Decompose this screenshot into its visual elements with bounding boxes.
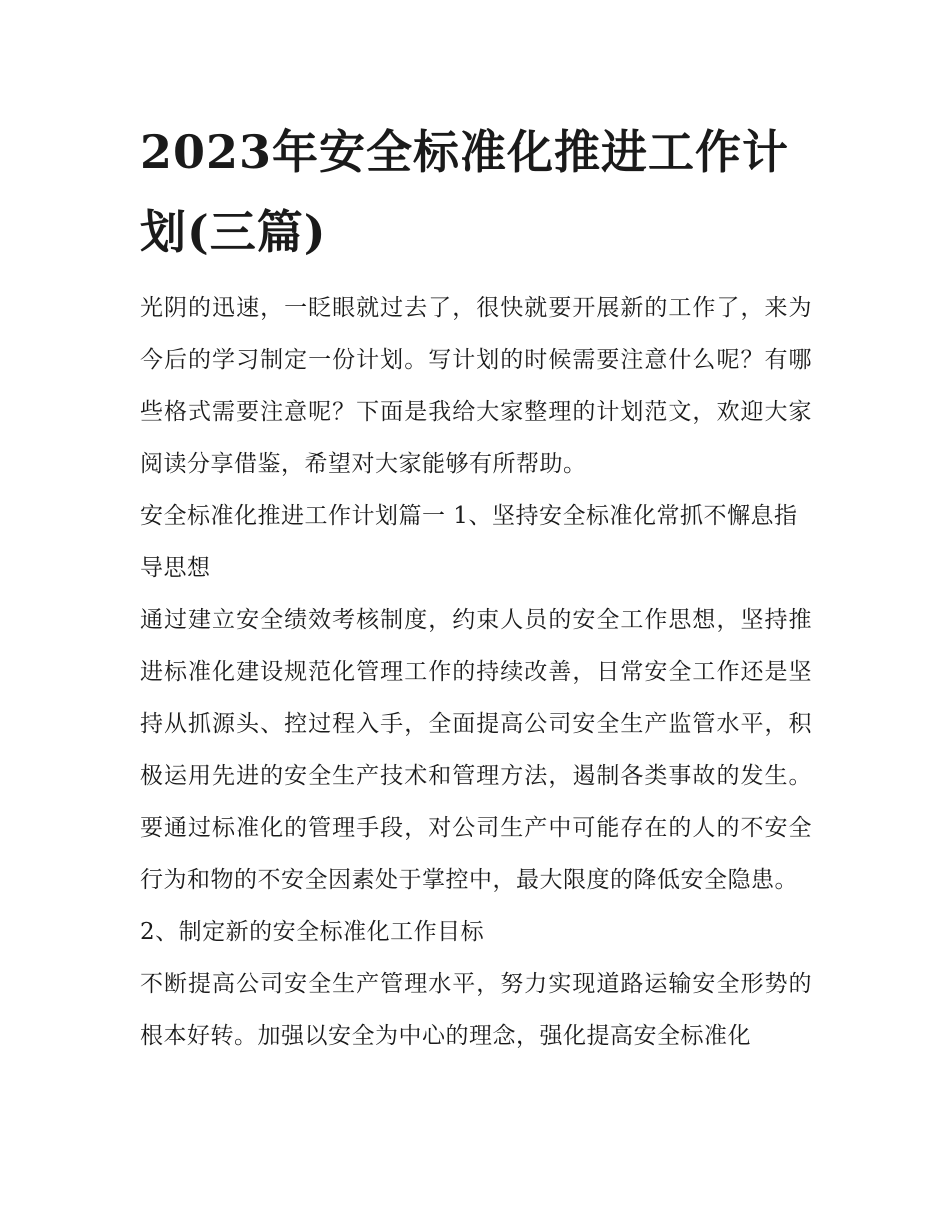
- section2-paragraph: 不断提高公司安全生产管理水平，努力实现道路运输安全形势的根本好转。加强以安全为中心的理念，强化提高安全标准化: [140, 971, 812, 1049]
- section2-heading: 2、制定新的安全标准化工作目标: [140, 919, 485, 945]
- intro-paragraph: 光阴的迅速，一眨眼就过去了，很快就要开展新的工作了，来为今后的学习制定一份计划。写计划的时候需要注意什么呢？有哪些格式需要注意呢？下面是我给大家整理的计划范文，欢迎大家阅读分享借鉴，希望对大家能够有所帮助。: [140, 295, 812, 477]
- document-title: 2023年安全标准化推进工作计划(三篇): [140, 125, 790, 259]
- document-page: [140, 112, 812, 1062]
- section1-heading: 安全标准化推进工作计划篇一 1、坚持安全标准化常抓不懈息指导思想: [140, 503, 798, 581]
- section1-paragraph: 通过建立安全绩效考核制度，约束人员的安全工作思想，坚持推进标准化建设规范化管理工作的持续改善，日常安全工作还是坚持从抓源头、控过程入手，全面提高公司安全生产监管水平，积极运用先进的安全生产技术和管理方法，遏制各类事故的发生。要通过标准化的管理手段，对公司生产中可能存在的人的不安全行为和物的不安全因素处于掌控中，最大限度的降低安全隐患。: [140, 607, 812, 893]
